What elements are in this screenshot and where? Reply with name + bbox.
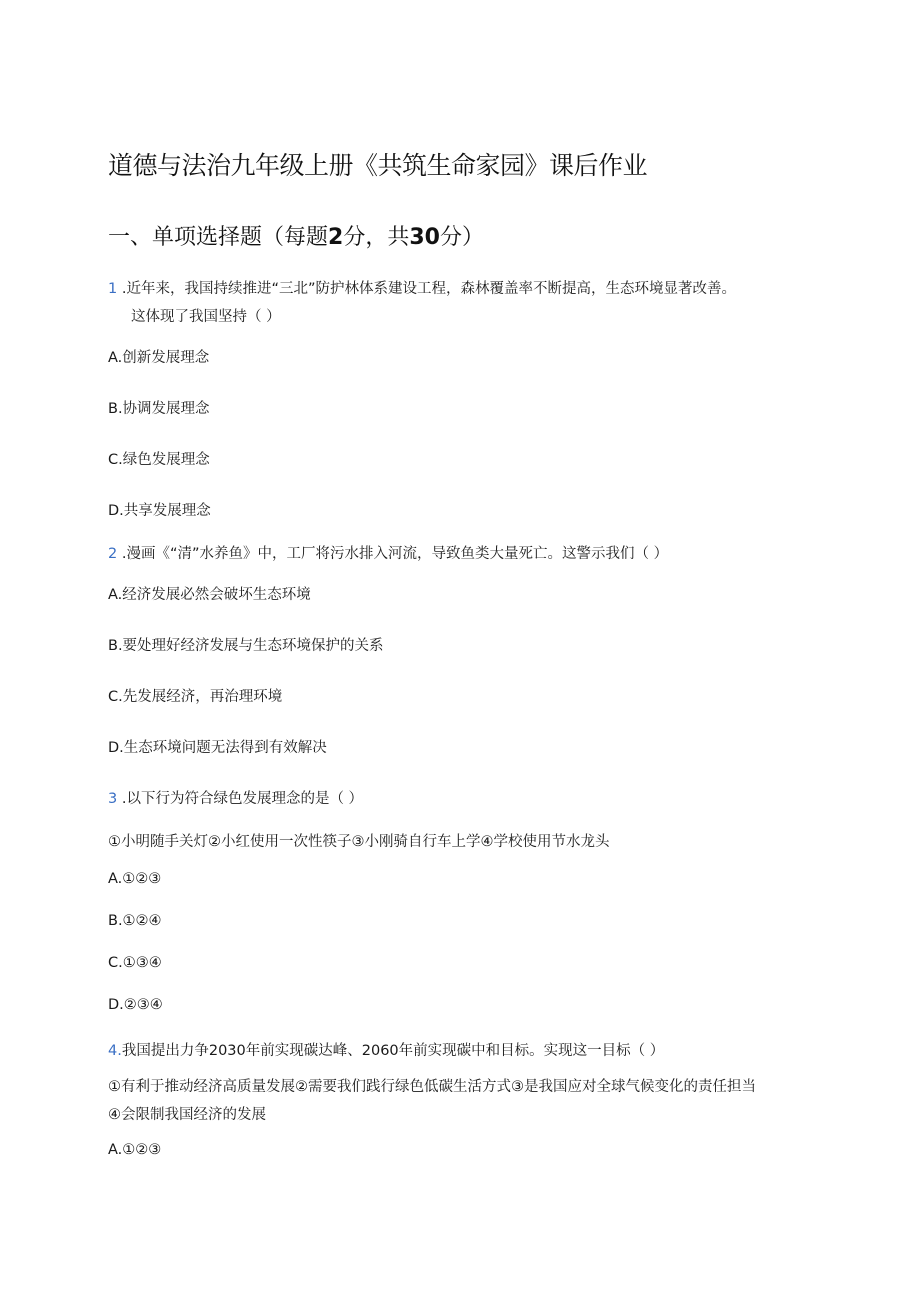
question-2-option-a: A.经济发展必然会破坏生态环境 xyxy=(108,587,311,603)
question-4-statements-continued: ④会限制我国经济的发展 xyxy=(108,1107,266,1123)
question-2-option-b: B.要处理好经济发展与生态环境保护的关系 xyxy=(108,638,384,654)
question-4-text: 我国提出力争2030年前实现碳达峰、2060年前实现碳中和目标。实现这一目标（ ） xyxy=(121,1043,665,1059)
question-3-number: 3 xyxy=(108,791,118,807)
question-2-stem xyxy=(108,542,668,563)
question-1-text: .近年来，我国持续推进“三北”防护林体系建设工程，森林覆盖率不断提高，生态环境显著改善。 xyxy=(117,281,736,297)
section-heading-points-each: 2 xyxy=(328,225,344,250)
question-3-statements: ①小明随手关灯②小红使用一次性筷子③小刚骑自行车上学④学校使用节水龙头 xyxy=(108,834,610,850)
question-4-option-a: A.①②③ xyxy=(108,1142,162,1158)
question-2-option-c: C.先发展经济，再治理环境 xyxy=(108,689,283,705)
question-3-option-d: D.②③④ xyxy=(108,997,163,1013)
question-4-number: 4. xyxy=(108,1043,122,1059)
section-heading xyxy=(108,220,484,251)
question-2-text: .漫画《“清”水养鱼》中，工厂将污水排入河流，导致鱼类大量死亡。这警示我们（ ） xyxy=(117,546,669,562)
question-2-number: 2 xyxy=(108,546,118,562)
section-heading-text-1: 一、单项选择题（每题 xyxy=(108,225,329,250)
section-heading-points-total: 30 xyxy=(409,225,440,250)
question-1-option-b: B.协调发展理念 xyxy=(108,401,210,417)
question-2-option-d: D.生态环境问题无法得到有效解决 xyxy=(108,740,327,756)
section-heading-text-2: 分，共 xyxy=(343,225,410,250)
question-3-option-a: A.①②③ xyxy=(108,871,162,887)
question-4-statements: ①有利于推动经济高质量发展②需要我们践行绿色低碳生活方式③是我国应对全球气候变化的责任担当 xyxy=(108,1079,756,1095)
question-1-stem-continued: 这体现了我国坚持（ ） xyxy=(131,309,281,325)
question-1-option-c: C.绿色发展理念 xyxy=(108,452,210,468)
question-1-number: 1 xyxy=(108,281,118,297)
question-1-stem xyxy=(108,277,736,298)
question-3-text: .以下行为符合绿色发展理念的是（ ） xyxy=(117,791,364,807)
question-3-stem xyxy=(108,787,363,808)
section-heading-text-3: 分） xyxy=(439,225,484,250)
document-title: 道德与法治九年级上册《共筑生命家园》课后作业 xyxy=(108,151,648,180)
question-1-option-d: D.共享发展理念 xyxy=(108,503,211,519)
question-4-stem xyxy=(108,1039,664,1060)
question-3-option-b: B.①②④ xyxy=(108,913,162,929)
question-3-option-c: C.①③④ xyxy=(108,955,162,971)
question-1-option-a: A.创新发展理念 xyxy=(108,350,210,366)
